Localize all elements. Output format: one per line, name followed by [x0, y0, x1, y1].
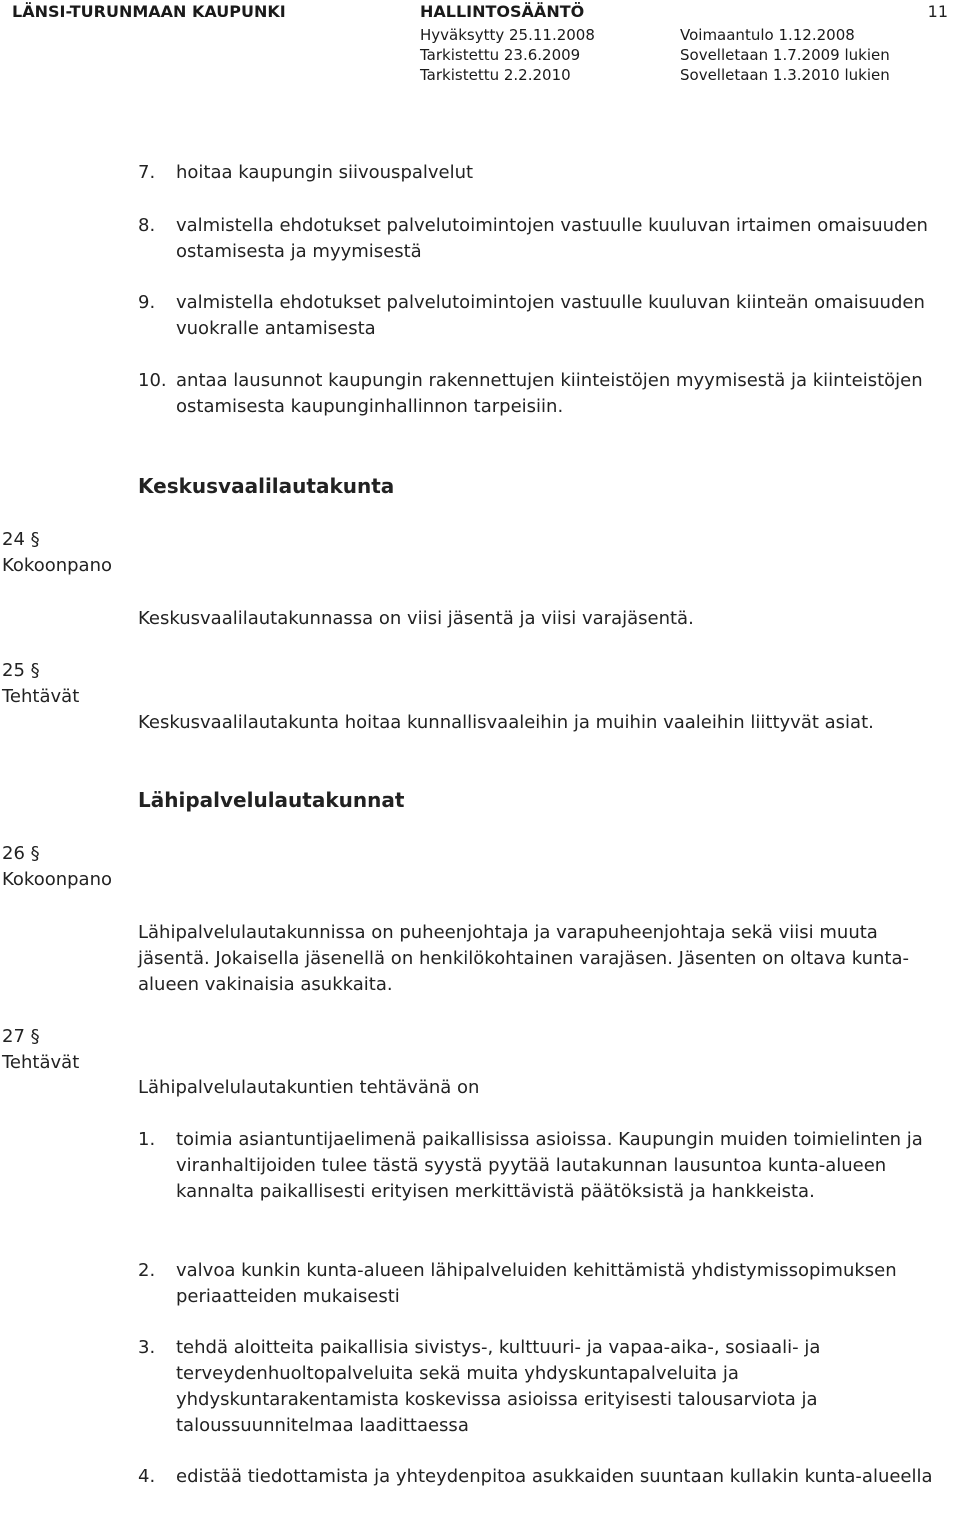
- section-label: Kokoonpano: [2, 869, 113, 890]
- in-force-date: Voimaantulo 1.12.2008: [680, 26, 855, 44]
- list-item-text: valmistella ehdotukset palvelutoimintojen vastuulle kuuluvan kiinteän omaisuuden vuokralle antamisesta: [176, 292, 925, 339]
- section-number: 25 §: [2, 660, 40, 681]
- list-item-text: antaa lausunnot kaupungin rakennettujen kiinteistöjen myymisestä ja kiinteistöjen ostamisesta kaupunginhallinnon tarpeisiin.: [176, 370, 923, 417]
- section-label: Tehtävät: [2, 686, 80, 707]
- section-text: Keskusvaalilautakunta hoitaa kunnallisvaaleihin ja muihin vaaleihin liittyvät asiat.: [138, 712, 874, 733]
- applied-date-2: Sovelletaan 1.3.2010 lukien: [680, 66, 890, 84]
- list-item-number: 3.: [138, 1337, 156, 1358]
- section-heading: Keskusvaalilautakunta: [138, 474, 395, 498]
- section-number: 26 §: [2, 843, 40, 864]
- list-item-number: 8.: [138, 215, 156, 236]
- list-item-text: valmistella ehdotukset palvelutoimintojen vastuulle kuuluvan irtaimen omaisuuden ostamisesta ja myymisestä: [176, 215, 928, 262]
- city-name: LÄNSI-TURUNMAAN KAUPUNKI: [12, 2, 286, 21]
- list-item-text: edistää tiedottamista ja yhteydenpitoa asukkaiden suuntaan kullakin kunta-alueella: [176, 1466, 933, 1487]
- section-text: Keskusvaalilautakunnassa on viisi jäsentä ja viisi varajäsentä.: [138, 608, 694, 629]
- document-title: HALLINTOSÄÄNTÖ: [420, 2, 585, 21]
- list-item-text: hoitaa kaupungin siivouspalvelut: [176, 162, 474, 183]
- section-intro: Lähipalvelulautakuntien tehtävänä on: [138, 1077, 480, 1098]
- list-item-number: 4.: [138, 1466, 156, 1487]
- list-item-number: 2.: [138, 1260, 156, 1281]
- section-label: Tehtävät: [2, 1052, 80, 1073]
- list-item-number: 10.: [138, 370, 167, 391]
- list-item-text: tehdä aloitteita paikallisia sivistys-, kulttuuri- ja vapaa-aika-, sosiaali- ja terveydenhuoltopalveluita sekä muita yhdyskuntapalveluita ja yhdyskuntarakentamista koskevissa asioissa erityisesti talousarviota ja taloussuunnitelmaa laadittaessa: [176, 1337, 821, 1436]
- section-label: Kokoonpano: [2, 555, 113, 576]
- revised-date-2: Tarkistettu 2.2.2010: [420, 66, 571, 84]
- page-number: 11: [927, 2, 948, 21]
- list-item-text: valvoa kunkin kunta-alueen lähipalveluiden kehittämistä yhdistymissopimuksen periaatteiden mukaisesti: [176, 1260, 897, 1307]
- section-number: 24 §: [2, 529, 40, 550]
- section-text: Lähipalvelulautakunnissa on puheenjohtaja ja varapuheenjohtaja sekä viisi muuta jäsentä. Jokaisella jäsenellä on henkilökohtainen varajäsen. Jäsenten on oltava kunta-alueen vakinaisia asukkaita.: [138, 922, 910, 995]
- document-header: [0, 0, 960, 92]
- revised-date-1: Tarkistettu 23.6.2009: [420, 46, 581, 64]
- applied-date-1: Sovelletaan 1.7.2009 lukien: [680, 46, 890, 64]
- list-item-text: toimia asiantuntijaelimenä paikallisissa asioissa. Kaupungin muiden toimielinten ja viranhaltijoiden tulee tästä syystä pyytää lautakunnan lausuntoa kunta-alueen kannalta paikallisesti erityisen merkittävistä päätöksistä ja hankkeista.: [176, 1129, 923, 1202]
- list-item-number: 1.: [138, 1129, 156, 1150]
- section-number: 27 §: [2, 1026, 40, 1047]
- section-heading: Lähipalvelulautakunnat: [138, 788, 405, 812]
- approved-date: Hyväksytty 25.11.2008: [420, 26, 595, 44]
- list-item-number: 7.: [138, 162, 156, 183]
- list-item-number: 9.: [138, 292, 156, 313]
